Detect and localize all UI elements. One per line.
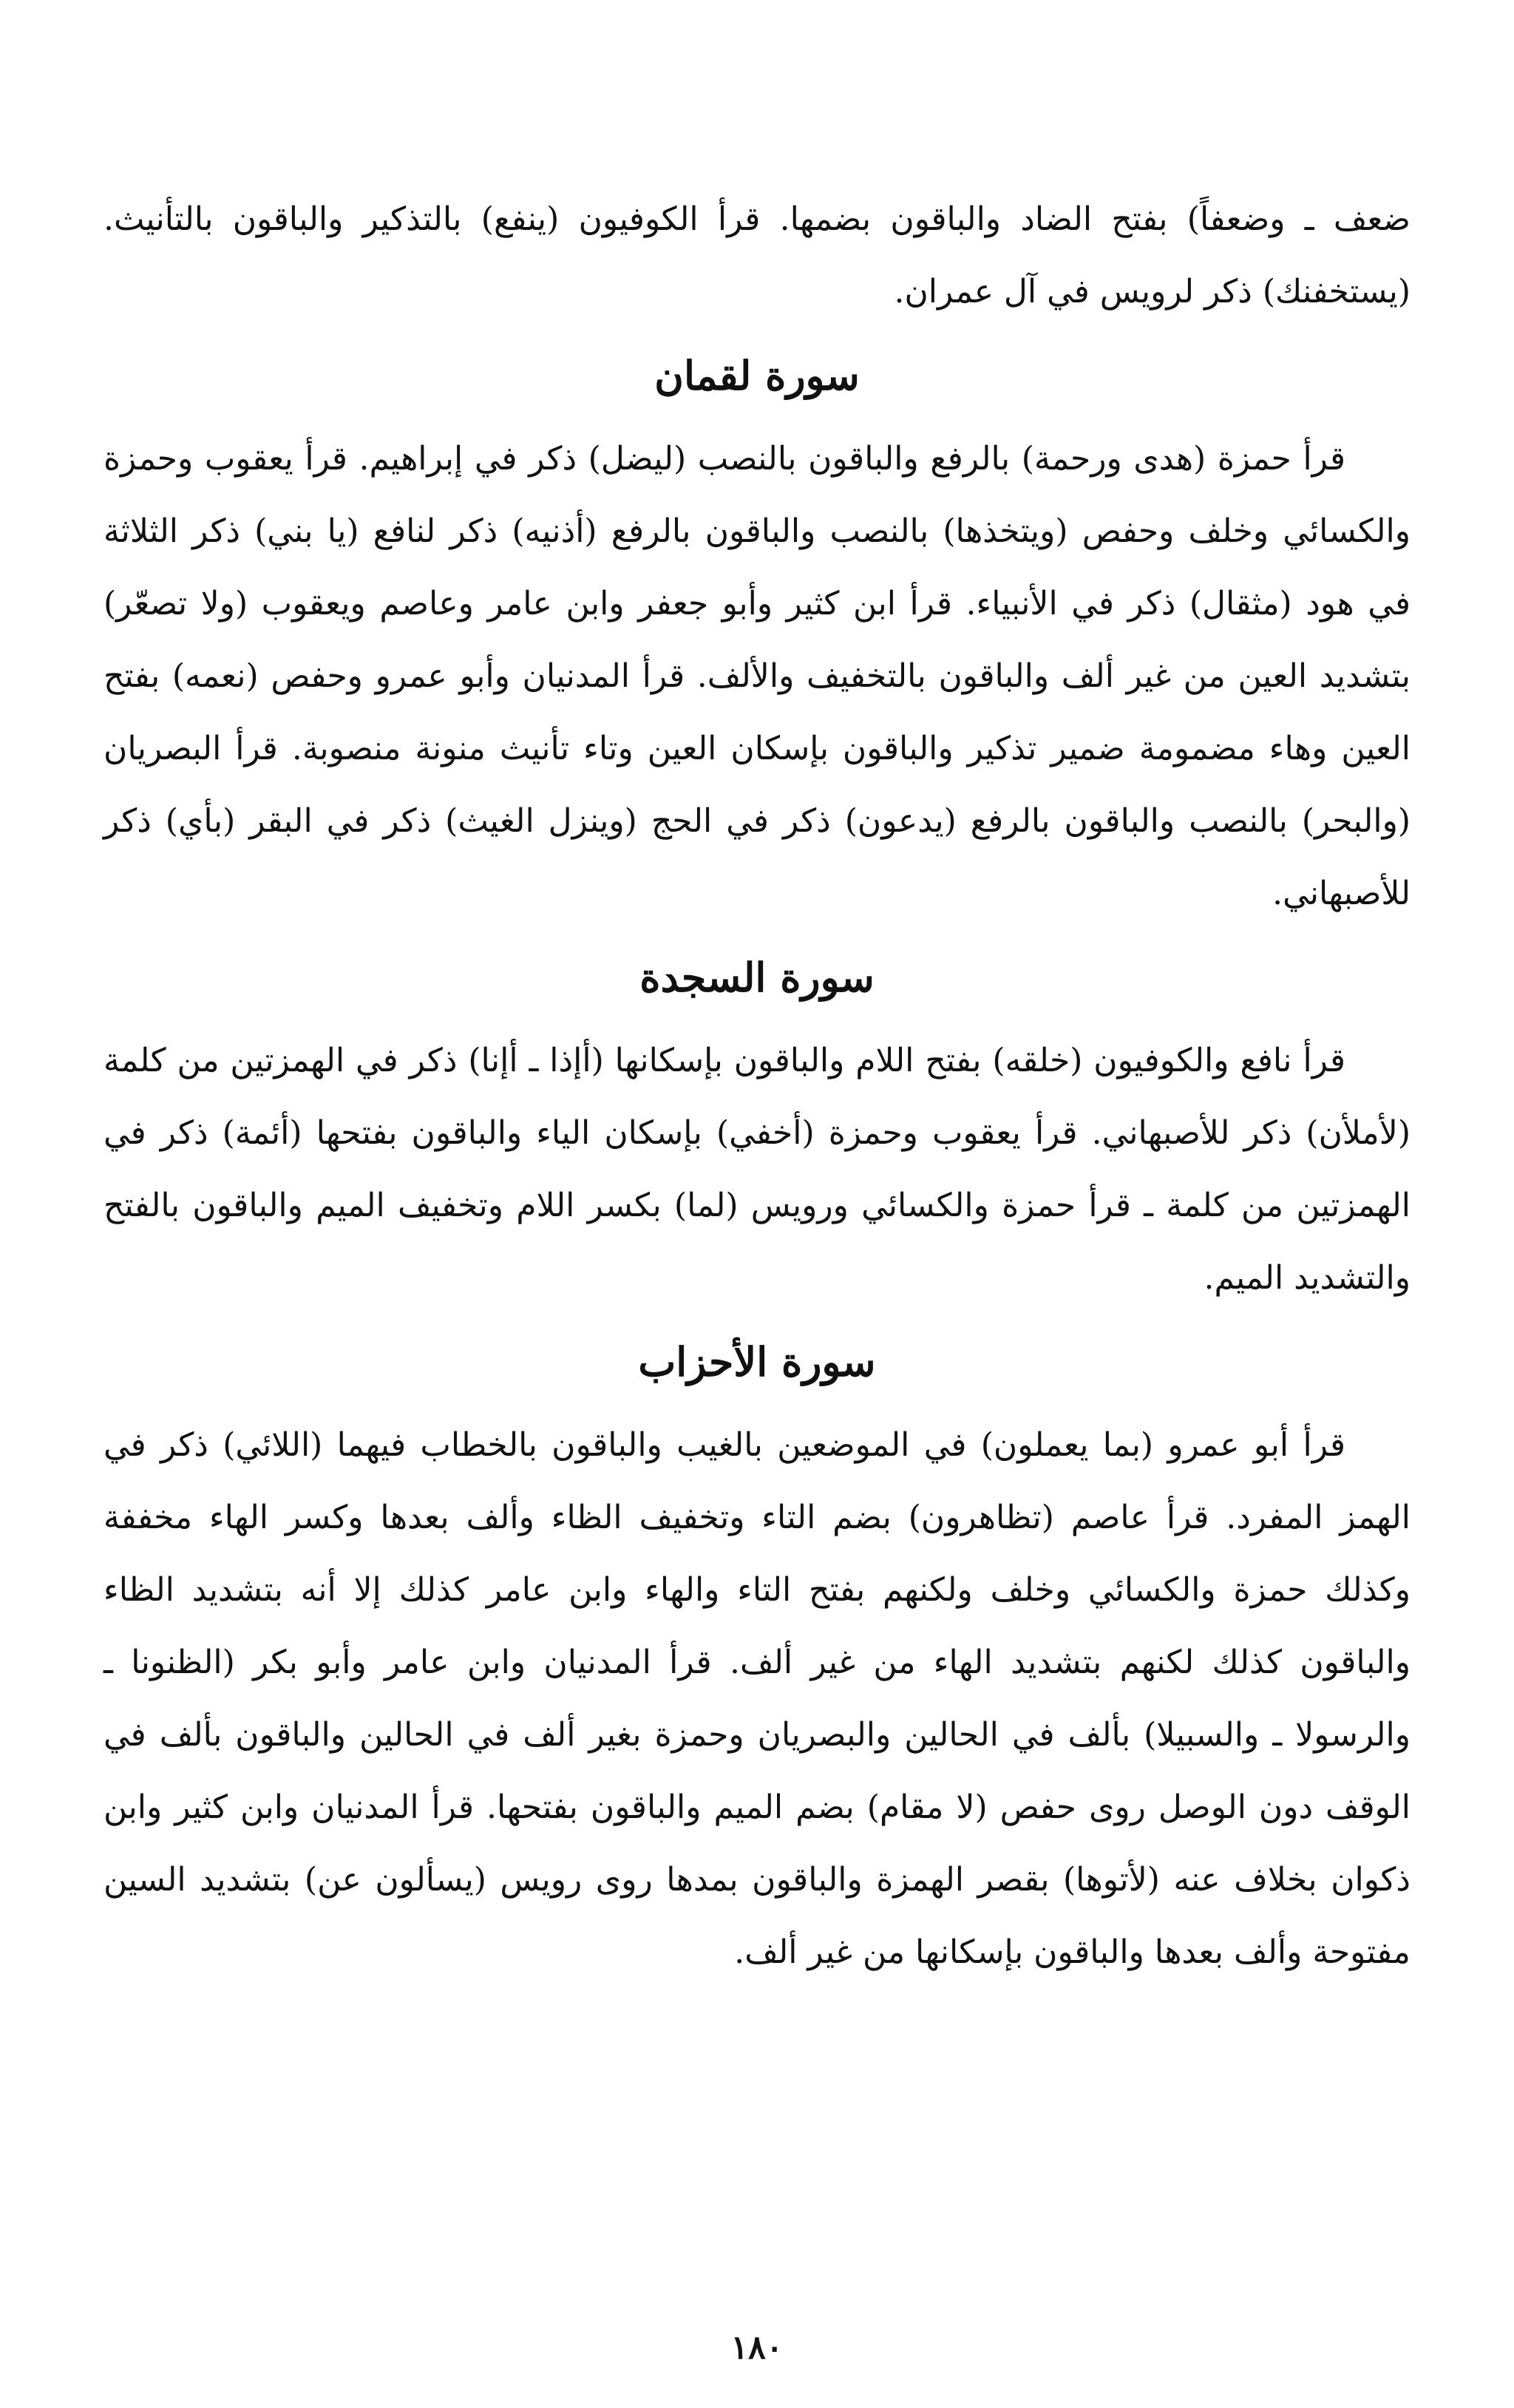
- page-body: [103, 183, 1411, 1989]
- sajda-paragraph: قرأ نافع والكوفيون (خلقه) بفتح اللام والباقون بإسكانها (أإذا ـ أإنا) ذكر في الهمزتين من كلمة (لأملأن) ذكر للأصبهاني. قرأ يعقوب وحمزة (أخفي) بإسكان الياء والباقون بفتحها (أئمة) ذكر في الهمزتين من كلمة ـ قرأ حمزة والكسائي ورويس (لما) بكسر اللام وتخفيف الميم والباقون بالفتح والتشديد الميم.: [103, 1042, 1411, 1297]
- section-title-sajda: سورة السجدة: [639, 954, 875, 1001]
- intro-paragraph: ضعف ـ وضعفاً) بفتح الضاد والباقون بضمها. قرأ الكوفيون (ينفع) بالتذكير والباقون بالتأنيث. (يستخفنك) ذكر لرويس في آل عمران.: [103, 200, 1411, 311]
- luqman-paragraph: قرأ حمزة (هدى ورحمة) بالرفع والباقون بالنصب (ليضل) ذكر في إبراهيم. قرأ يعقوب وحمزة والكسائي وخلف وحفص (ويتخذها) بالنصب والباقون بالرفع (أذنيه) ذكر لنافع (يا بني) ذكر الثلاثة في هود (مثقال) ذكر في الأنبياء. قرأ ابن كثير وأبو جعفر وابن عامر وعاصم ويعقوب (ولا تصعّر) بتشديد العين من غير ألف والباقون بالتخفيف والألف. قرأ المدنيان وأبو عمرو وحفص (نعمه) بفتح العين وهاء مضمومة ضمير تذكير والباقون بإسكان العين وتاء تأنيث منونة منصوبة. قرأ البصريان (والبحر) بالنصب والباقون بالرفع (يدعون) ذكر في الحج (وينزل الغيث) ذكر في البقر (بأي) ذكر للأصبهاني.: [103, 440, 1411, 912]
- ahzab-paragraph: قرأ أبو عمرو (بما يعملون) في الموضعين بالغيب والباقون بالخطاب فيهما (اللائي) ذكر في الهمز المفرد. قرأ عاصم (تظاهرون) بضم التاء وتخفيف الظاء وألف بعدها وكسر الهاء مخففة وكذلك حمزة والكسائي وخلف ولكنهم بفتح التاء والهاء وابن عامر كذلك إلا أنه بتشديد الظاء والباقون كذلك لكنهم بتشديد الهاء من غير ألف. قرأ المدنيان وابن عامر وأبو بكر (الظنونا ـ والرسولا ـ والسبيلا) بألف في الحالين والبصريان وحمزة بغير ألف في الحالين والباقون بألف في الوقف دون الوصل روى حفص (لا مقام) بضم الميم والباقون بفتحها. قرأ المدنيان وابن كثير وابن ذكوان بخلاف عنه (لأتوها) بقصر الهمزة والباقون بمدها روى رويس (يسألون عن) بتشديد السين مفتوحة وألف بعدها والباقون بإسكانها من غير ألف.: [103, 1426, 1411, 1971]
- section-title-ahzab: سورة الأحزاب: [638, 1338, 876, 1386]
- page-number: ١٨٠: [730, 2329, 784, 2367]
- section-title-luqman: سورة لقمان: [654, 352, 860, 399]
